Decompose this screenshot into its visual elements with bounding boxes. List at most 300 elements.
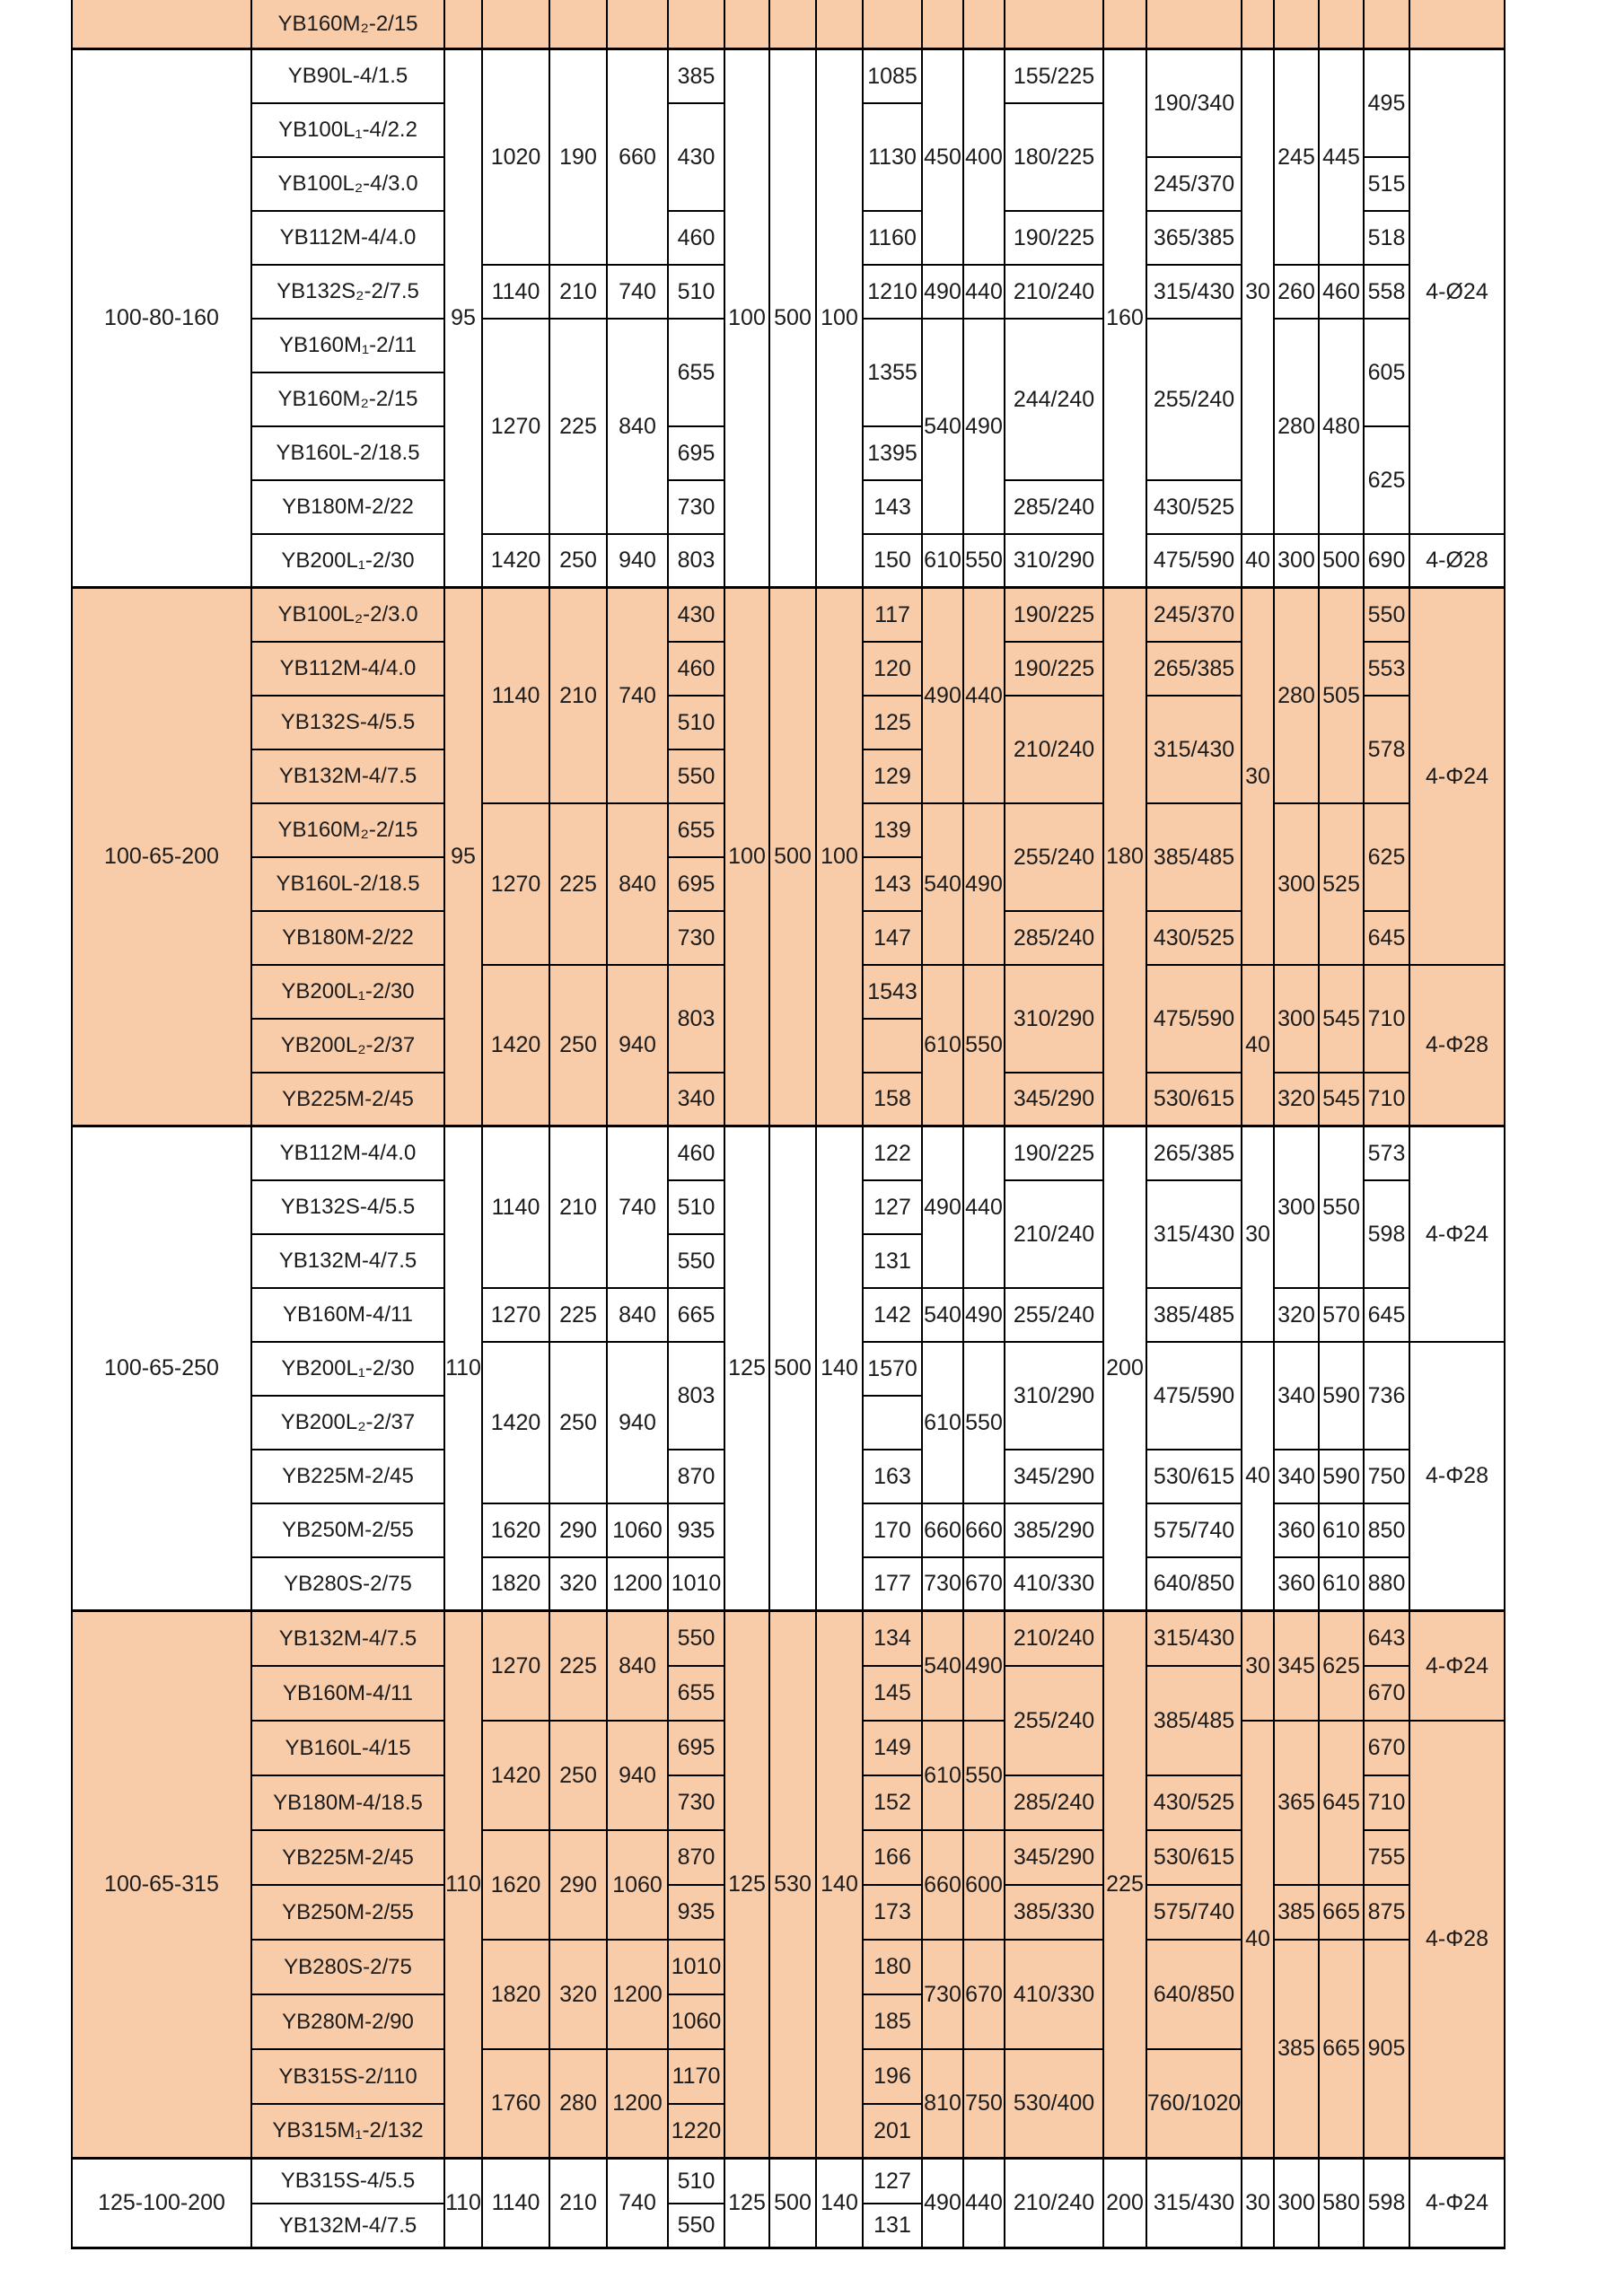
spec-cell: 142 xyxy=(864,1289,923,1343)
spec-cell: 40 xyxy=(1242,1722,1275,2160)
spec-cell: 245/370 xyxy=(1147,589,1242,643)
spec-cell xyxy=(725,0,770,50)
spec-cell: 255/240 xyxy=(1147,320,1242,481)
spec-cell: 475/590 xyxy=(1147,1343,1242,1450)
spec-cell: 196 xyxy=(864,2050,923,2105)
spec-cell: 480 xyxy=(1320,320,1365,535)
motor-model-cell: YB100L₂-4/3.0 xyxy=(252,158,445,212)
spec-cell: 131 xyxy=(864,1235,923,1289)
spec-cell: 940 xyxy=(608,1722,669,1831)
spec-cell: 340 xyxy=(1275,1450,1320,1504)
spec-cell xyxy=(550,0,608,50)
spec-cell: 550 xyxy=(669,1235,725,1289)
spec-cell: 110 xyxy=(445,2160,483,2249)
spec-cell: 840 xyxy=(608,320,669,535)
spec-cell: 265/385 xyxy=(1147,1127,1242,1181)
spec-cell: 803 xyxy=(669,966,725,1074)
spec-cell xyxy=(1320,0,1365,50)
spec-cell: 345/290 xyxy=(1005,1450,1104,1504)
spec-cell: 400 xyxy=(964,50,1005,266)
motor-model-cell: YB225M-2/45 xyxy=(252,1831,445,1886)
spec-cell: 530/615 xyxy=(1147,1074,1242,1127)
spec-cell: 870 xyxy=(669,1831,725,1886)
spec-cell: 695 xyxy=(669,1722,725,1776)
spec-cell: 840 xyxy=(608,1289,669,1343)
spec-cell: 575/740 xyxy=(1147,1886,1242,1941)
spec-cell: 30 xyxy=(1242,589,1275,966)
motor-model-cell: YB132S₂-2/7.5 xyxy=(252,266,445,320)
spec-cell: 139 xyxy=(864,804,923,858)
spec-cell: 125 xyxy=(864,697,923,750)
spec-cell: 410/330 xyxy=(1005,1558,1104,1612)
spec-cell: 365 xyxy=(1275,1722,1320,1886)
spec-cell: 550 xyxy=(964,1343,1005,1504)
spec-cell: 578 xyxy=(1365,697,1410,804)
spec-cell: 1200 xyxy=(608,1941,669,2050)
spec-cell: 525 xyxy=(1320,804,1365,966)
spec-cell: 550 xyxy=(1320,1127,1365,1289)
spec-cell: 320 xyxy=(550,1558,608,1612)
spec-cell: 385/290 xyxy=(1005,1504,1104,1558)
spec-cell: 665 xyxy=(669,1289,725,1343)
spec-cell: 695 xyxy=(669,427,725,481)
spec-cell: 315/430 xyxy=(1147,697,1242,804)
spec-cell: 740 xyxy=(608,2160,669,2249)
spec-cell: 510 xyxy=(669,697,725,750)
spec-cell: 440 xyxy=(964,589,1005,804)
spec-cell: 1060 xyxy=(608,1504,669,1558)
spec-cell: 150 xyxy=(864,535,923,589)
spec-cell: 225 xyxy=(550,1612,608,1722)
motor-model-cell: YB280S-2/75 xyxy=(252,1558,445,1612)
pump-model-cell: 100-65-315 xyxy=(73,1612,252,2160)
spec-cell: 645 xyxy=(1320,1722,1365,1886)
motor-model-cell: YB250M-2/55 xyxy=(252,1886,445,1941)
spec-cell xyxy=(864,1020,923,1074)
spec-cell: 315/430 xyxy=(1147,2160,1242,2249)
spec-cell: 4-Ø24 xyxy=(1410,50,1505,535)
spec-cell: 660 xyxy=(608,50,669,266)
spec-cell: 740 xyxy=(608,1127,669,1289)
spec-cell: 510 xyxy=(669,266,725,320)
spec-cell: 460 xyxy=(1320,266,1365,320)
motor-model-cell: YB160L-4/15 xyxy=(252,1722,445,1776)
motor-model-cell: YB200L₂-2/37 xyxy=(252,1397,445,1450)
spec-cell: 255/240 xyxy=(1005,1667,1104,1776)
spec-cell: 4-Φ28 xyxy=(1410,1722,1505,2160)
spec-cell: 600 xyxy=(964,1831,1005,1941)
spec-cell: 598 xyxy=(1365,2160,1410,2249)
spec-cell: 1420 xyxy=(483,1343,550,1504)
spec-cell: 645 xyxy=(1365,1289,1410,1343)
spec-cell: 1420 xyxy=(483,966,550,1127)
spec-cell: 940 xyxy=(608,966,669,1127)
spec-cell: 1355 xyxy=(864,320,923,427)
spec-cell: 730 xyxy=(669,1776,725,1831)
spec-cell: 500 xyxy=(770,50,817,589)
spec-cell: 95 xyxy=(445,589,483,1127)
spec-cell: 475/590 xyxy=(1147,966,1242,1074)
spec-cell: 430 xyxy=(669,589,725,643)
spec-cell xyxy=(1104,0,1147,50)
spec-cell: 345/290 xyxy=(1005,1074,1104,1127)
spec-cell: 129 xyxy=(864,750,923,804)
spec-cell: 210 xyxy=(550,589,608,804)
spec-cell: 440 xyxy=(964,1127,1005,1289)
spec-cell: 200 xyxy=(1104,1127,1147,1612)
spec-cell: 515 xyxy=(1365,158,1410,212)
spec-cell: 255/240 xyxy=(1005,1289,1104,1343)
spec-cell: 180/225 xyxy=(1005,104,1104,212)
spec-cell: 605 xyxy=(1365,320,1410,427)
spec-cell: 625 xyxy=(1320,1612,1365,1722)
spec-cell: 530/400 xyxy=(1005,2050,1104,2160)
spec-cell: 250 xyxy=(550,535,608,589)
spec-cell: 940 xyxy=(608,535,669,589)
spec-cell: 665 xyxy=(1320,1941,1365,2160)
spec-cell: 1140 xyxy=(483,266,550,320)
spec-cell: 360 xyxy=(1275,1504,1320,1558)
spec-cell: 125 xyxy=(725,1127,770,1612)
spec-cell: 143 xyxy=(864,481,923,535)
spec-cell: 803 xyxy=(669,1343,725,1450)
motor-model-cell: YB180M-2/22 xyxy=(252,912,445,966)
spec-cell: 475/590 xyxy=(1147,535,1242,589)
spec-cell xyxy=(864,1397,923,1450)
spec-cell: 1200 xyxy=(608,2050,669,2160)
spec-cell: 545 xyxy=(1320,1074,1365,1127)
spec-cell xyxy=(1147,0,1242,50)
spec-cell: 385/485 xyxy=(1147,1667,1242,1776)
spec-cell: 1060 xyxy=(608,1831,669,1941)
spec-cell: 550 xyxy=(669,750,725,804)
spec-cell: 545 xyxy=(1320,966,1365,1074)
spec-cell: 315/430 xyxy=(1147,1612,1242,1667)
spec-cell: 40 xyxy=(1242,1343,1275,1612)
spec-cell: 430/525 xyxy=(1147,1776,1242,1831)
spec-cell: 180 xyxy=(864,1941,923,1995)
motor-model-cell: YB225M-2/45 xyxy=(252,1074,445,1127)
spec-cell: 149 xyxy=(864,1722,923,1776)
motor-model-cell: YB200L₁-2/30 xyxy=(252,966,445,1020)
spec-cell: 290 xyxy=(550,1504,608,1558)
spec-cell: 125 xyxy=(725,1612,770,2160)
spec-cell: 225 xyxy=(550,1289,608,1343)
spec-cell: 250 xyxy=(550,966,608,1127)
spec-cell: 440 xyxy=(964,266,1005,320)
spec-cell: 670 xyxy=(1365,1667,1410,1722)
motor-model-cell: YB160M₂-2/15 xyxy=(252,0,445,50)
spec-cell: 158 xyxy=(864,1074,923,1127)
spec-cell: 640/850 xyxy=(1147,1941,1242,2050)
spec-cell: 710 xyxy=(1365,966,1410,1074)
spec-cell: 430/525 xyxy=(1147,912,1242,966)
spec-cell: 1220 xyxy=(669,2105,725,2160)
spec-cell: 490 xyxy=(923,2160,964,2249)
spec-cell: 163 xyxy=(864,1450,923,1504)
spec-cell: 430/525 xyxy=(1147,481,1242,535)
spec-cell: 710 xyxy=(1365,1776,1410,1831)
spec-cell: 190/225 xyxy=(1005,643,1104,697)
spec-cell: 645 xyxy=(1365,912,1410,966)
pump-model-cell xyxy=(73,0,252,50)
motor-model-cell: YB315M₁-2/132 xyxy=(252,2105,445,2160)
motor-model-cell: YB315S-2/110 xyxy=(252,2050,445,2105)
spec-cell: 590 xyxy=(1320,1450,1365,1504)
spec-cell: 558 xyxy=(1365,266,1410,320)
spec-cell: 640/850 xyxy=(1147,1558,1242,1612)
spec-cell xyxy=(770,0,817,50)
spec-cell: 445 xyxy=(1320,50,1365,266)
spec-cell: 4-Φ24 xyxy=(1410,589,1505,966)
spec-cell: 280 xyxy=(1275,589,1320,804)
motor-model-cell: YB315S-4/5.5 xyxy=(252,2160,445,2204)
spec-cell: 580 xyxy=(1320,2160,1365,2249)
motor-model-cell: YB112M-4/4.0 xyxy=(252,212,445,266)
spec-cell: 1820 xyxy=(483,1558,550,1612)
spec-cell: 550 xyxy=(669,2204,725,2249)
spec-cell: 4-Φ24 xyxy=(1410,2160,1505,2249)
spec-cell: 1420 xyxy=(483,535,550,589)
spec-cell: 460 xyxy=(669,212,725,266)
spec-cell: 490 xyxy=(964,1612,1005,1722)
spec-cell: 225 xyxy=(550,320,608,535)
spec-cell: 210/240 xyxy=(1005,697,1104,804)
spec-cell: 250 xyxy=(550,1343,608,1504)
spec-cell: 905 xyxy=(1365,1941,1410,2160)
spec-cell: 1270 xyxy=(483,1289,550,1343)
spec-cell: 590 xyxy=(1320,1343,1365,1450)
spec-cell: 695 xyxy=(669,858,725,912)
spec-cell: 550 xyxy=(964,966,1005,1127)
spec-cell: 1010 xyxy=(669,1558,725,1612)
spec-cell: 750 xyxy=(964,2050,1005,2160)
spec-cell: 385 xyxy=(669,50,725,104)
spec-cell: 190/225 xyxy=(1005,589,1104,643)
spec-cell: 290 xyxy=(550,1831,608,1941)
motor-model-cell: YB180M-2/22 xyxy=(252,481,445,535)
motor-model-cell: YB160L-2/18.5 xyxy=(252,427,445,481)
spec-cell: 610 xyxy=(923,535,964,589)
spec-cell: 245/370 xyxy=(1147,158,1242,212)
spec-cell: 610 xyxy=(923,1722,964,1831)
spec-cell: 655 xyxy=(669,804,725,858)
spec-cell: 201 xyxy=(864,2105,923,2160)
spec-cell: 690 xyxy=(1365,535,1410,589)
spec-cell: 210 xyxy=(550,266,608,320)
spec-cell: 660 xyxy=(923,1831,964,1941)
spec-cell: 518 xyxy=(1365,212,1410,266)
spec-cell: 140 xyxy=(817,2160,864,2249)
spec-cell: 755 xyxy=(1365,1831,1410,1886)
spec-cell: 850 xyxy=(1365,1504,1410,1558)
spec-cell: 244/240 xyxy=(1005,320,1104,481)
spec-cell: 490 xyxy=(923,266,964,320)
spec-cell: 1010 xyxy=(669,1941,725,1995)
spec-cell: 1085 xyxy=(864,50,923,104)
spec-cell: 155/225 xyxy=(1005,50,1104,104)
spec-cell xyxy=(483,0,550,50)
spec-cell: 4-Φ28 xyxy=(1410,1343,1505,1612)
motor-model-cell: YB132S-4/5.5 xyxy=(252,697,445,750)
spec-cell: 450 xyxy=(923,50,964,266)
spec-cell: 320 xyxy=(550,1941,608,2050)
spec-cell: 760/1020 xyxy=(1147,2050,1242,2160)
spec-cell: 810 xyxy=(923,2050,964,2160)
spec-cell: 573 xyxy=(1365,1127,1410,1181)
spec-cell xyxy=(1005,0,1104,50)
spec-cell: 1210 xyxy=(864,266,923,320)
spec-cell: 385/330 xyxy=(1005,1886,1104,1941)
spec-cell: 190/225 xyxy=(1005,1127,1104,1181)
spec-cell: 610 xyxy=(1320,1504,1365,1558)
spec-cell: 670 xyxy=(964,1941,1005,2050)
spec-cell: 152 xyxy=(864,1776,923,1831)
spec-cell: 310/290 xyxy=(1005,535,1104,589)
spec-cell: 320 xyxy=(1275,1074,1320,1127)
spec-cell: 1760 xyxy=(483,2050,550,2160)
motor-model-cell: YB132M-4/7.5 xyxy=(252,1235,445,1289)
spec-cell xyxy=(1365,0,1410,50)
spec-cell: 127 xyxy=(864,2160,923,2204)
spec-cell: 1170 xyxy=(669,2050,725,2105)
spec-cell: 125 xyxy=(725,2160,770,2249)
motor-model-cell: YB160L-2/18.5 xyxy=(252,858,445,912)
spec-cell: 575/740 xyxy=(1147,1504,1242,1558)
spec-cell: 665 xyxy=(1320,1886,1365,1941)
spec-cell: 285/240 xyxy=(1005,481,1104,535)
spec-cell: 840 xyxy=(608,804,669,966)
spec-cell: 40 xyxy=(1242,535,1275,589)
spec-cell: 190/340 xyxy=(1147,50,1242,158)
spec-cell: 935 xyxy=(669,1504,725,1558)
spec-cell: 510 xyxy=(669,2160,725,2204)
motor-model-cell: YB180M-4/18.5 xyxy=(252,1776,445,1831)
spec-cell: 345/290 xyxy=(1005,1831,1104,1886)
pump-model-cell: 100-80-160 xyxy=(73,50,252,589)
spec-cell: 1060 xyxy=(669,1995,725,2050)
spec-cell: 225 xyxy=(550,804,608,966)
spec-cell: 1395 xyxy=(864,427,923,481)
spec-cell xyxy=(817,0,864,50)
motor-model-cell: YB112M-4/4.0 xyxy=(252,643,445,697)
motor-model-cell: YB132M-4/7.5 xyxy=(252,2204,445,2249)
spec-cell: 147 xyxy=(864,912,923,966)
spec-cell: 310/290 xyxy=(1005,1343,1104,1450)
motor-model-cell: YB280S-2/75 xyxy=(252,1941,445,1995)
spec-cell: 173 xyxy=(864,1886,923,1941)
spec-cell: 315/430 xyxy=(1147,1181,1242,1289)
spec-cell: 117 xyxy=(864,589,923,643)
spec-cell: 625 xyxy=(1365,427,1410,535)
spec-cell: 510 xyxy=(669,1181,725,1235)
spec-cell: 177 xyxy=(864,1558,923,1612)
spec-cell: 30 xyxy=(1242,50,1275,535)
spec-cell: 550 xyxy=(964,1722,1005,1831)
spec-cell: 385/485 xyxy=(1147,804,1242,912)
spec-cell: 200 xyxy=(1104,2160,1147,2249)
spec-cell: 100 xyxy=(817,589,864,1127)
motor-model-cell: YB225M-2/45 xyxy=(252,1450,445,1504)
spec-cell: 570 xyxy=(1320,1289,1365,1343)
spec-cell: 750 xyxy=(1365,1450,1410,1504)
spec-cell xyxy=(1410,0,1505,50)
spec-cell: 143 xyxy=(864,858,923,912)
spec-cell: 210/240 xyxy=(1005,1612,1104,1667)
motor-model-cell: YB160M-4/11 xyxy=(252,1289,445,1343)
spec-cell: 360 xyxy=(1275,1558,1320,1612)
pump-model-cell: 125-100-200 xyxy=(73,2160,252,2249)
spec-cell: 190/225 xyxy=(1005,212,1104,266)
spec-cell: 265/385 xyxy=(1147,643,1242,697)
spec-cell: 1140 xyxy=(483,589,550,804)
spec-cell: 1270 xyxy=(483,804,550,966)
motor-model-cell: YB160M₁-2/11 xyxy=(252,320,445,373)
spec-cell: 1820 xyxy=(483,1941,550,2050)
spec-cell: 670 xyxy=(964,1558,1005,1612)
motor-model-cell: YB100L₂-2/3.0 xyxy=(252,589,445,643)
spec-cell xyxy=(608,0,669,50)
spec-cell: 730 xyxy=(923,1558,964,1612)
spec-cell: 460 xyxy=(669,643,725,697)
spec-cell: 1140 xyxy=(483,2160,550,2249)
spec-cell: 385/485 xyxy=(1147,1289,1242,1343)
spec-cell: 730 xyxy=(669,912,725,966)
spec-cell: 495 xyxy=(1365,50,1410,158)
spec-cell: 166 xyxy=(864,1831,923,1886)
spec-cell: 30 xyxy=(1242,1612,1275,1722)
spec-cell: 598 xyxy=(1365,1181,1410,1289)
motor-model-cell: YB132M-4/7.5 xyxy=(252,750,445,804)
spec-cell: 553 xyxy=(1365,643,1410,697)
spec-cell: 170 xyxy=(864,1504,923,1558)
spec-cell: 530/615 xyxy=(1147,1450,1242,1504)
spec-cell: 1160 xyxy=(864,212,923,266)
spec-cell: 1270 xyxy=(483,320,550,535)
spec-cell: 730 xyxy=(669,481,725,535)
spec-cell: 280 xyxy=(550,2050,608,2160)
spec-cell: 140 xyxy=(817,1612,864,2160)
spec-cell: 210 xyxy=(550,1127,608,1289)
spec-cell: 410/330 xyxy=(1005,1941,1104,2050)
spec-cell: 550 xyxy=(1365,589,1410,643)
spec-cell: 210/240 xyxy=(1005,1181,1104,1289)
spec-table xyxy=(71,0,1505,2249)
spec-cell: 430 xyxy=(669,104,725,212)
spec-cell: 660 xyxy=(923,1504,964,1558)
motor-model-cell: YB200L₁-2/30 xyxy=(252,1343,445,1397)
spec-cell: 30 xyxy=(1242,2160,1275,2249)
spec-cell: 625 xyxy=(1365,804,1410,912)
spec-cell: 880 xyxy=(1365,1558,1410,1612)
spec-cell: 190 xyxy=(550,50,608,266)
spec-cell xyxy=(864,0,923,50)
spec-cell: 95 xyxy=(445,50,483,589)
spec-cell: 1200 xyxy=(608,1558,669,1612)
spec-cell: 365/385 xyxy=(1147,212,1242,266)
spec-cell: 540 xyxy=(923,320,964,535)
spec-cell: 940 xyxy=(608,1343,669,1504)
motor-model-cell: YB90L-4/1.5 xyxy=(252,50,445,104)
motor-model-cell: YB160M₂-2/15 xyxy=(252,373,445,427)
spec-cell: 345 xyxy=(1275,1612,1320,1722)
spec-cell: 385 xyxy=(1275,1886,1320,1941)
spec-cell: 655 xyxy=(669,1667,725,1722)
spec-cell: 285/240 xyxy=(1005,1776,1104,1831)
spec-cell xyxy=(445,0,483,50)
motor-model-cell: YB160M₂-2/15 xyxy=(252,804,445,858)
spec-cell: 643 xyxy=(1365,1612,1410,1667)
